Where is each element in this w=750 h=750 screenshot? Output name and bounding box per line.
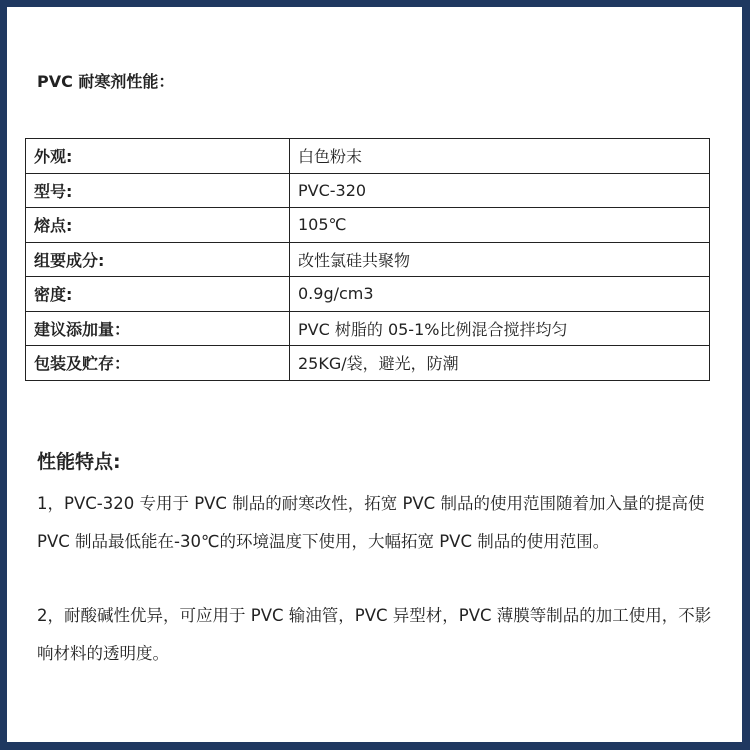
spec-value-appearance: 白色粉末 <box>290 139 710 174</box>
spec-value-density: 0.9g/cm3 <box>290 277 710 312</box>
feature-paragraph-2: 2，耐酸碱性优异，可应用于 PVC 输油管，PVC 异型材，PVC 薄膜等制品的加工使用，不影响材料的透明度。 <box>37 606 712 663</box>
spec-label-dosage: 建议添加量： <box>26 311 290 346</box>
spec-label-packaging: 包装及贮存： <box>26 346 290 381</box>
spec-label-model: 型号: <box>26 173 290 208</box>
feature-paragraph-1: 1，PVC-320 专用于 PVC 制品的耐寒改性，拓宽 PVC 制品的使用范围随着加入量的提高使 PVC 制品最低能在-30℃的环境温度下使用，大幅拓宽 PVC 制品的使用范围。 <box>37 494 705 551</box>
features-heading: 性能特点: <box>37 451 121 473</box>
spec-label-density: 密度: <box>26 277 290 312</box>
spec-value-composition: 改性氯硅共聚物 <box>290 242 710 277</box>
table-row <box>26 208 710 243</box>
table-row <box>26 139 710 174</box>
spec-value-dosage: PVC 树脂的 05-1%比例混合搅拌均匀 <box>290 311 710 346</box>
spec-label-melting-point: 熔点: <box>26 208 290 243</box>
spec-label-composition: 组要成分: <box>26 242 290 277</box>
table-row <box>26 346 710 381</box>
document-page <box>7 7 742 742</box>
spec-value-model: PVC-320 <box>290 173 710 208</box>
spec-table <box>25 138 710 381</box>
table-row <box>26 277 710 312</box>
spec-value-packaging: 25KG/袋，避光，防潮 <box>290 346 710 381</box>
spec-label-appearance: 外观: <box>26 139 290 174</box>
spec-value-melting-point: 105℃ <box>290 208 710 243</box>
table-row <box>26 173 710 208</box>
document-title: PVC 耐寒剂性能： <box>37 72 175 91</box>
table-row <box>26 311 710 346</box>
table-row <box>26 242 710 277</box>
